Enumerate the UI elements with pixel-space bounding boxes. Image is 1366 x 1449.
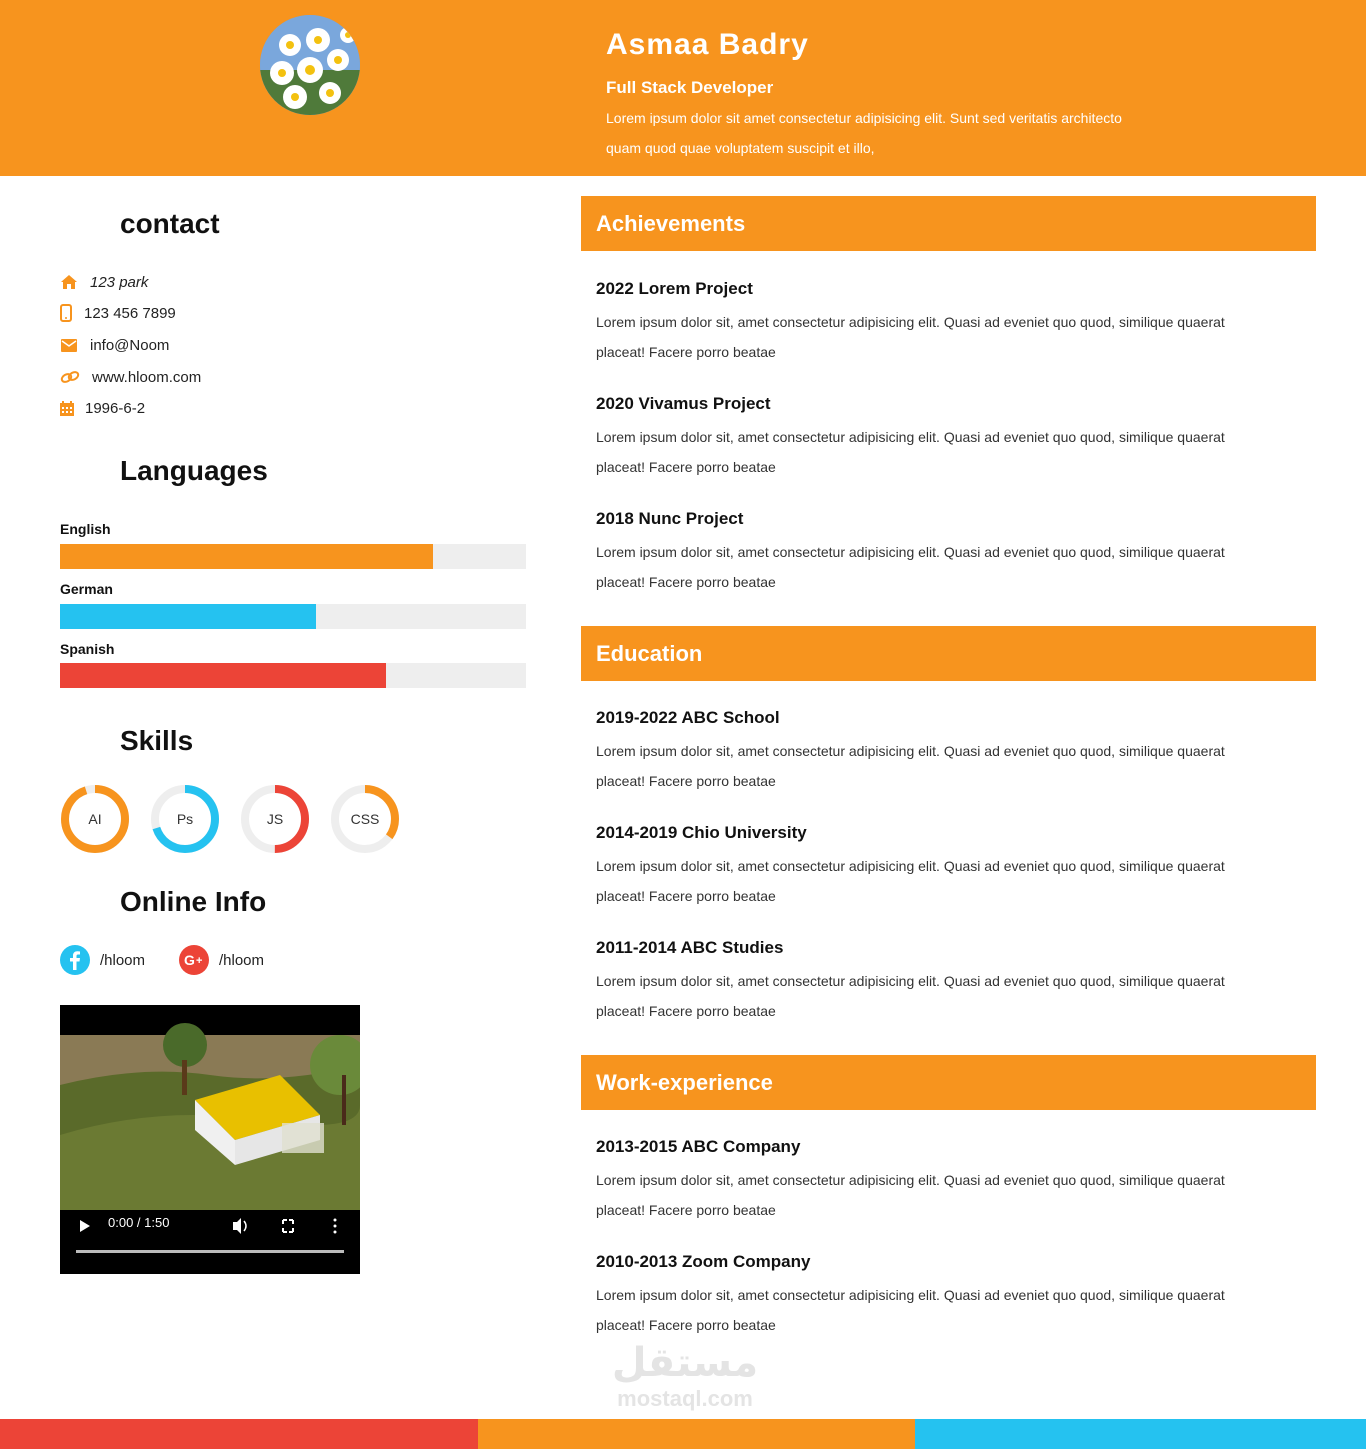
languages-heading: Languages <box>120 455 268 486</box>
address-text: 123 park <box>90 273 149 291</box>
description-line: Lorem ipsum dolor sit, amet consectetur adipisicing elit. Quasi ad eveniet quo quod, similique quaerat <box>596 1287 1225 1303</box>
description-line: placeat! Facere porro beatae <box>596 1202 776 1218</box>
work-description <box>596 1165 1296 1225</box>
skill-label-css: CSS <box>350 811 380 827</box>
language-fill-german <box>60 604 316 629</box>
education-description <box>596 851 1296 911</box>
job-title: Full Stack Developer <box>606 78 774 97</box>
footer-stripe-red <box>0 1419 478 1449</box>
birthdate-text: 1996-6-2 <box>85 399 146 417</box>
header <box>0 0 1366 176</box>
online-info-heading: Online Info <box>120 886 267 917</box>
description-line: placeat! Facere porro beatae <box>596 773 776 789</box>
contact-birthdate <box>60 397 145 419</box>
language-fill-english <box>60 544 433 569</box>
description-line: placeat! Facere porro beatae <box>596 1317 776 1333</box>
play-button[interactable] <box>72 1213 98 1239</box>
work-title: 2013-2015 ABC Company <box>596 1137 801 1156</box>
skill-label-ps: Ps <box>176 811 194 827</box>
description-line: placeat! Facere porro beatae <box>596 344 776 360</box>
language-bar-spanish <box>60 663 526 688</box>
work-description <box>596 1280 1296 1340</box>
watermark-arabic: مستقل <box>611 1340 759 1386</box>
language-fill-spanish <box>60 663 386 688</box>
contact-heading: contact <box>120 208 220 239</box>
achievement-description <box>596 537 1296 597</box>
skill-label-js: JS <box>266 811 284 827</box>
description-line: Lorem ipsum dolor sit, amet consectetur adipisicing elit. Quasi ad eveniet quo quod, similique quaerat <box>596 1172 1225 1188</box>
google-plus-icon <box>179 945 209 975</box>
email-text: info@Noom <box>90 336 170 354</box>
language-label-spanish: Spanish <box>60 641 115 657</box>
calendar-icon <box>60 399 74 417</box>
language-bar-english <box>60 544 526 569</box>
link-icon <box>60 368 80 386</box>
education-heading: Education <box>581 626 1316 681</box>
description-line: Lorem ipsum dolor sit, amet consectetur adipisicing elit. Quasi ad eveniet quo quod, similique quaerat <box>596 314 1225 330</box>
video-player[interactable] <box>60 1005 360 1274</box>
home-icon <box>60 273 78 291</box>
video-frame <box>60 1005 360 1274</box>
svg-text:+: + <box>196 955 203 967</box>
watermark-latin: mostaql.com <box>617 1386 753 1411</box>
contact-email <box>60 334 169 356</box>
phone-text: 123 456 7899 <box>84 304 176 322</box>
volume-button[interactable] <box>226 1213 252 1239</box>
achievement-description <box>596 307 1296 367</box>
achievement-title: 2018 Nunc Project <box>596 509 744 528</box>
skill-ring-js <box>240 784 310 854</box>
achievement-title: 2022 Lorem Project <box>596 279 753 298</box>
language-label-english: English <box>60 521 111 537</box>
footer-stripe-blue <box>915 1419 1366 1449</box>
description-line: placeat! Facere porro beatae <box>596 888 776 904</box>
achievements-heading: Achievements <box>581 196 1316 251</box>
skill-label-ai: AI <box>88 811 102 827</box>
description-line: Lorem ipsum dolor sit, amet consectetur adipisicing elit. Quasi ad eveniet quo quod, similique quaerat <box>596 858 1225 874</box>
fullscreen-button[interactable] <box>275 1213 301 1239</box>
facebook-link[interactable] <box>60 944 145 976</box>
website-link[interactable]: www.hloom.com <box>92 368 202 386</box>
achievement-description <box>596 422 1296 482</box>
google-plus-handle[interactable]: /hloom <box>219 951 265 969</box>
education-title: 2014-2019 Chio University <box>596 823 807 842</box>
video-timestamp: 0:00 / 1:50 <box>108 1215 170 1230</box>
description-line: Lorem ipsum dolor sit, amet consectetur adipisicing elit. Quasi ad eveniet quo quod, similique quaerat <box>596 429 1225 445</box>
contact-phone <box>60 302 176 324</box>
google-plus-link[interactable] <box>179 944 264 976</box>
description-line: placeat! Facere porro beatae <box>596 574 776 590</box>
facebook-handle[interactable]: /hloom <box>100 951 146 969</box>
work-title: 2010-2013 Zoom Company <box>596 1252 811 1271</box>
achievement-title: 2020 Vivamus Project <box>596 394 771 413</box>
watermark <box>600 1340 770 1412</box>
skills-heading: Skills <box>120 725 194 756</box>
person-name: Asmaa Badry <box>606 28 809 61</box>
description-line: placeat! Facere porro beatae <box>596 1003 776 1019</box>
envelope-icon <box>60 336 78 354</box>
language-label-german: German <box>60 581 113 597</box>
skill-ring-ai <box>60 784 130 854</box>
contact-address <box>60 271 148 293</box>
description-line: Lorem ipsum dolor sit, amet consectetur adipisicing elit. Quasi ad eveniet quo quod, similique quaerat <box>596 973 1225 989</box>
language-bar-german <box>60 604 526 629</box>
video-progress-bar[interactable] <box>76 1245 344 1257</box>
description-line: Lorem ipsum dolor sit, amet consectetur adipisicing elit. Quasi ad eveniet quo quod, similique quaerat <box>596 743 1225 759</box>
skill-ring-ps <box>150 784 220 854</box>
svg-text:G: G <box>184 952 195 968</box>
bio-text: Lorem ipsum dolor sit amet consectetur adipisicing elit. Sunt sed veritatis architecto quam quod quae voluptatem suscipit et illo, <box>606 110 1122 156</box>
education-title: 2011-2014 ABC Studies <box>596 938 784 957</box>
contact-website[interactable] <box>60 366 201 388</box>
description-line: placeat! Facere porro beatae <box>596 459 776 475</box>
education-description <box>596 736 1296 796</box>
profile-photo <box>260 15 360 115</box>
education-description <box>596 966 1296 1026</box>
education-title: 2019-2022 ABC School <box>596 708 780 727</box>
video-menu-button[interactable] <box>324 1213 346 1239</box>
footer-stripe-orange <box>478 1419 915 1449</box>
mobile-phone-icon <box>60 304 72 322</box>
skill-ring-css <box>330 784 400 854</box>
work-experience-heading: Work-experience <box>581 1055 1316 1110</box>
facebook-icon <box>60 945 90 975</box>
description-line: Lorem ipsum dolor sit, amet consectetur adipisicing elit. Quasi ad eveniet quo quod, similique quaerat <box>596 544 1225 560</box>
